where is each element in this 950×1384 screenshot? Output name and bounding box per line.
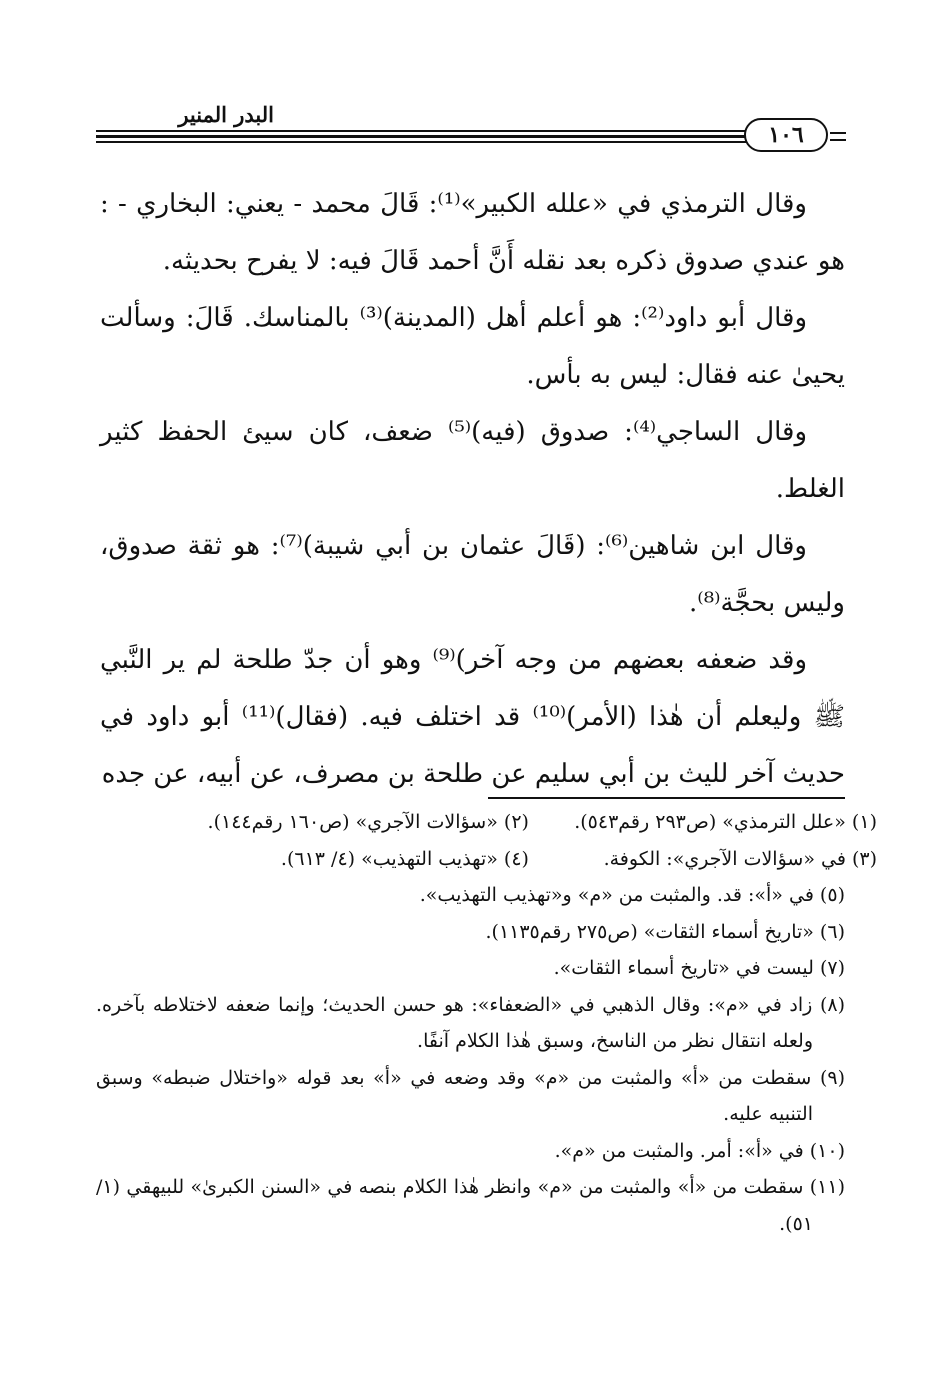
footnote-10: (١٠) في «أ»: أمر. والمثبت من «م». (554, 1139, 845, 1162)
paragraph: وقد ضعفه بعضهم من وجه آخر)⁽⁹⁾ وهو أن جدّ طلحة لم ير النَّبي ﷺ وليعلم أن هٰذا (الأمر)⁽¹⁰⁾ قد اختلف فيه. (فقال)⁽¹¹⁾ أبو داود في حديث آخر لليث بن أبي سليم عن طلحة بن مصرف، عن أبيه، عن جده (100, 645, 845, 789)
footnote-1: (١) «علل الترمذي» (ص٢٩٣ رقم٥٤٣). (574, 811, 877, 833)
footnote-line (96, 804, 877, 841)
footnote-8: (٨) زاد في «م»: وقال الذهبي في «الضعفاء»: هو حسن الحديث؛ وإنما ضعفه لاختلاطه بآخره. ولعله انتقال نظر من الناسخ، وسبق هٰذا الكلام آنفًا. (96, 993, 845, 1052)
header-rule (96, 141, 746, 143)
paragraph: وقال الترمذي في «علله الكبير»⁽¹⁾: قَالَ محمد - يعني: البخاري - : هو عندي صدوق ذكره بعد نقله أَنَّ أحمد قَالَ فيه: لا يفرح بحديثه. (100, 189, 845, 276)
footnote-4: (٤) «تهذيب التهذيب» (٤/ ٦١٣). (280, 847, 529, 870)
footnote-9: (٩) سقطت من «أ» والمثبت من «م» وقد وضعه في «أ» بعد قوله «واختلال ضبطه» وسبق التنبيه عليه. (96, 1066, 845, 1125)
footnote-3: (٣) في «سؤالات الآجري»: الكوفة. (603, 847, 877, 870)
footnote-2: (٢) «سؤالات الآجري» (ص١٦٠ رقم١٤٤). (207, 811, 529, 833)
header-rule (96, 135, 746, 138)
footnote-5: (٥) في «أ»: قد. والمثبت من «م» و«تهذيب التهذيب». (419, 884, 845, 906)
footnote-6: (٦) «تاريخ أسماء الثقات» (ص٢٧٥ رقم١١٣٥). (485, 920, 845, 943)
footnote-7: (٧) ليست في «تاريخ أسماء الثقات». (553, 957, 845, 979)
header-rule (96, 130, 746, 132)
footnote-11: (١١) سقطت من «أ» والمثبت من «م» وانظر هٰذا الكلام بنصه في «السنن الكبرىٰ» للبيهقي (١/ ٥١). (96, 1176, 845, 1235)
page-number: ١٠٦ (744, 118, 828, 152)
footnote-line (96, 841, 877, 878)
footnote-divider (488, 797, 845, 799)
running-title: البدر المنير (178, 102, 274, 127)
paragraph: وقال الساجي⁽⁴⁾: صدوق (فيه)⁽⁵⁾ ضعف، كان سيئ الحفظ كثير الغلط. (100, 417, 845, 504)
page-header (96, 96, 846, 166)
header-rule-stub (830, 139, 846, 141)
main-text (100, 176, 845, 803)
header-rule-stub (830, 132, 846, 134)
paragraph: وقال ابن شاهين⁽⁶⁾: (قَالَ عثمان بن أبي شيبة)⁽⁷⁾: هو ثقة صدوق، وليس بحجَّة⁽⁸⁾. (100, 531, 845, 618)
paragraph: وقال أبو داود⁽²⁾: هو أعلم أهل (المدينة)⁽³⁾ بالمناسك. قَالَ: وسألت يحيىٰ عنه فقال: ليس به بأس. (100, 303, 845, 390)
footnotes (96, 804, 877, 1242)
